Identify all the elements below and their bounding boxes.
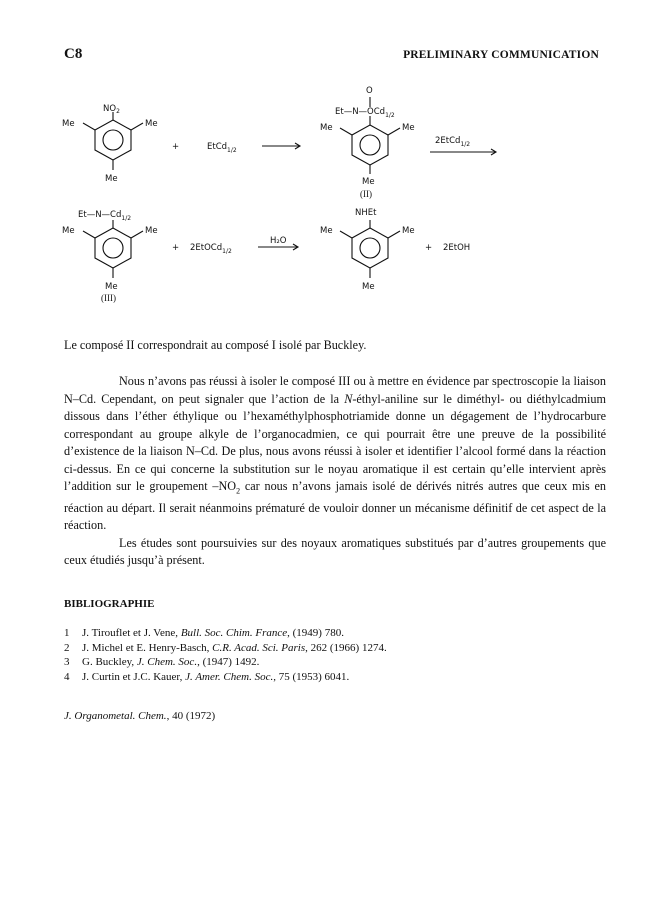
reagent-label: EtCd$_{1/2}$ xyxy=(207,142,237,154)
me-label: Me xyxy=(105,282,118,292)
bibliography-list xyxy=(64,626,387,684)
me-label: Me xyxy=(402,123,415,133)
compound-ii-label: (II) xyxy=(360,189,372,199)
me-label: Me xyxy=(402,226,415,236)
reaction-scheme xyxy=(0,80,672,310)
adduct-chain-label: Et—N—OCd$_{1/2}$ xyxy=(335,107,395,119)
me-label: Me xyxy=(145,119,158,129)
plus-sign: + xyxy=(425,243,433,253)
product-nhet-label: NHEt xyxy=(355,208,377,218)
arrow-2-reagent: 2EtCd$_{1/2}$ xyxy=(435,136,471,148)
byproduct-label: 2EtOH xyxy=(443,243,471,253)
ring-c xyxy=(95,228,131,268)
me-label: Me xyxy=(62,119,75,129)
section-title: PRELIMINARY COMMUNICATION xyxy=(403,49,599,61)
me-label: Me xyxy=(145,226,158,236)
reagent-label: 2EtOCd$_{1/2}$ xyxy=(190,243,232,255)
oxide-label: O xyxy=(366,86,373,96)
me-label: Me xyxy=(362,177,375,187)
ring-b xyxy=(352,125,388,165)
journal-footer: J. Organometal. Chem., 40 (1972) xyxy=(64,710,216,722)
compound-iii-label: (III) xyxy=(101,293,116,303)
bib-item: 4 J. Curtin et J.C. Kauer, J. Amer. Chem. Soc., 75 (1953) 6041. xyxy=(64,670,350,683)
intro-line xyxy=(64,337,606,355)
plus-sign: + xyxy=(172,142,180,152)
ring-d xyxy=(352,228,388,268)
me-label: Me xyxy=(320,123,333,133)
iii-chain-label: $Et—N—Cd_{1/2}$ xyxy=(78,210,132,222)
paragraph-2: Les études sont poursuivies sur des noyaux aromatiques substitués par d’autres groupements que ceux étudiés jusqu’à présent. xyxy=(64,535,606,568)
nitro-label: $NO_2$ xyxy=(103,104,120,115)
me-label: Me xyxy=(105,174,118,184)
bibliography-title: BIBLIOGRAPHIE xyxy=(64,598,155,610)
bib-item: 1 J. Tirouflet et J. Vene, Bull. Soc. Chim. France, (1949) 780. xyxy=(64,627,344,639)
paragraph-1: Nous n’avons pas réussi à isoler le composé III ou à mettre en évidence par spectroscopie la liaison N–Cd. Cependant, on peut signaler que l’action de la N-éthyl-aniline sur le diméthyl- ou diéthylcadmium dissous dans l’éther éthylique ou l’hexaméthylphosphotriamide donne un dégagement de l’hydrocarbure correspondant au groupe alkyle de l’organocadmien, ce qui pourrait être une preuve de la possibilité d’existence de la liaison N–Cd. De plus, nous avons réussi à isoler et identifier l’alcool formé dans la réaction ci-dessus. En ce qui concerne la substitution sur le noyau aromatique il est certain qu’elle intervient après l’addition sur le groupement $-NO_2$ car nous n’avons jamais isolé de dérivés nitrés autres que ceux mis en réaction au départ. Il serait néanmoins prématuré de vouloir donner un mécanisme définitif de cet aspect de la réaction. xyxy=(64,374,606,533)
bib-item: 3 G. Buckley, J. Chem. Soc., (1947) 1492. xyxy=(64,656,260,668)
body-text xyxy=(64,373,606,570)
intro-text: Le composé II correspondrait au composé I isolé par Buckley. xyxy=(64,338,367,352)
bib-item: 2 J. Michel et E. Henry-Basch, C.R. Acad. Sci. Paris, 262 (1966) 1274. xyxy=(64,641,387,654)
page-label: C8 xyxy=(64,46,83,62)
me-label: Me xyxy=(362,282,375,292)
me-label: Me xyxy=(62,226,75,236)
me-label: Me xyxy=(320,226,333,236)
ring-a xyxy=(95,120,131,160)
plus-sign: + xyxy=(172,243,180,253)
arrow-3-reagent: H₂O xyxy=(270,236,287,246)
